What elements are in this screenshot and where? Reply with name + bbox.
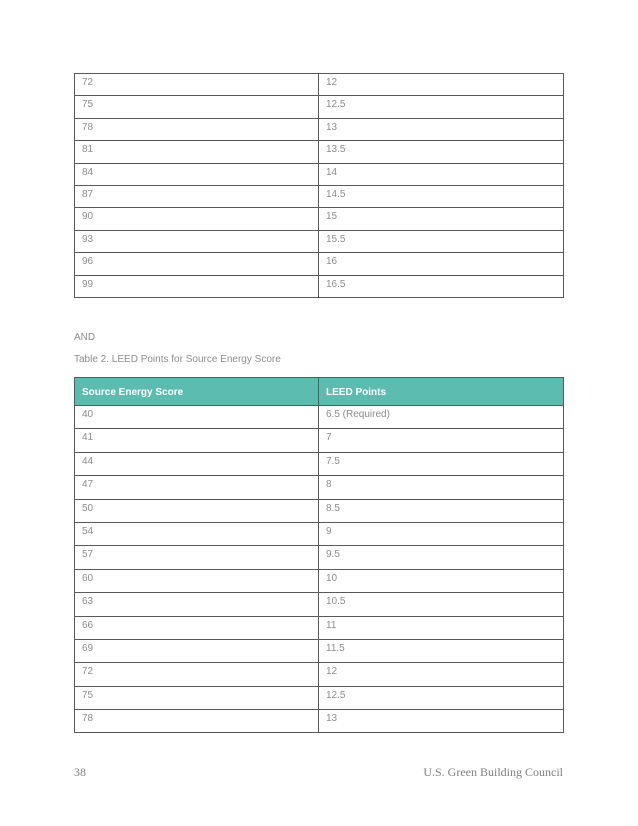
score-cell: 72 xyxy=(75,74,319,96)
source-energy-points-table-body xyxy=(75,406,564,733)
score-cell: 57 xyxy=(75,546,319,569)
points-cell: 13 xyxy=(319,710,564,733)
table-row xyxy=(75,429,564,452)
table-row xyxy=(75,118,564,140)
score-cell: 47 xyxy=(75,476,319,499)
score-cell: 50 xyxy=(75,499,319,522)
points-cell: 14 xyxy=(319,163,564,185)
score-cell: 93 xyxy=(75,230,319,252)
points-cell: 10 xyxy=(319,569,564,592)
table-row xyxy=(75,208,564,230)
table-row xyxy=(75,253,564,275)
points-cell: 12 xyxy=(319,663,564,686)
points-cell: 13 xyxy=(319,118,564,140)
score-cell: 90 xyxy=(75,208,319,230)
score-cell: 44 xyxy=(75,452,319,475)
header-source-energy-score: Source Energy Score xyxy=(75,378,319,406)
page-number: 38 xyxy=(74,765,86,779)
points-cell: 7.5 xyxy=(319,452,564,475)
score-cell: 54 xyxy=(75,522,319,545)
source-energy-points-table xyxy=(74,377,564,733)
points-cell: 11 xyxy=(319,616,564,639)
table-row xyxy=(75,141,564,163)
score-cell: 66 xyxy=(75,616,319,639)
score-cell: 78 xyxy=(75,710,319,733)
table-row xyxy=(75,616,564,639)
table-row xyxy=(75,163,564,185)
score-cell: 84 xyxy=(75,163,319,185)
points-cell: 10.5 xyxy=(319,593,564,616)
score-cell: 96 xyxy=(75,253,319,275)
points-cell: 15.5 xyxy=(319,230,564,252)
table-row xyxy=(75,185,564,207)
table-row xyxy=(75,546,564,569)
score-cell: 87 xyxy=(75,185,319,207)
table-row xyxy=(75,452,564,475)
score-cell: 60 xyxy=(75,569,319,592)
points-cell: 12.5 xyxy=(319,686,564,709)
table-row xyxy=(75,499,564,522)
points-table-continued xyxy=(74,73,564,298)
score-cell: 41 xyxy=(75,429,319,452)
score-cell: 78 xyxy=(75,118,319,140)
score-cell: 75 xyxy=(75,686,319,709)
footer-organization: U.S. Green Building Council xyxy=(423,765,563,779)
score-cell: 69 xyxy=(75,639,319,662)
header-leed-points: LEED Points xyxy=(319,378,564,406)
table-header-row xyxy=(75,378,564,406)
points-cell: 12.5 xyxy=(319,96,564,118)
points-cell: 12 xyxy=(319,74,564,96)
table-row xyxy=(75,275,564,297)
points-cell: 11.5 xyxy=(319,639,564,662)
score-cell: 72 xyxy=(75,663,319,686)
score-cell: 81 xyxy=(75,141,319,163)
score-cell: 99 xyxy=(75,275,319,297)
table-row xyxy=(75,522,564,545)
table-row xyxy=(75,476,564,499)
points-cell: 14.5 xyxy=(319,185,564,207)
points-cell: 16 xyxy=(319,253,564,275)
points-cell: 6.5 (Required) xyxy=(319,406,564,429)
table-caption: Table 2. LEED Points for Source Energy Score xyxy=(74,354,281,365)
and-text: AND xyxy=(74,332,96,343)
table-row xyxy=(75,569,564,592)
score-cell: 40 xyxy=(75,406,319,429)
points-cell: 16.5 xyxy=(319,275,564,297)
table-row xyxy=(75,406,564,429)
table-header xyxy=(75,378,564,406)
table-row xyxy=(75,230,564,252)
points-cell: 13.5 xyxy=(319,141,564,163)
table-row xyxy=(75,74,564,96)
table-row xyxy=(75,686,564,709)
score-cell: 75 xyxy=(75,96,319,118)
table-row xyxy=(75,663,564,686)
table-row xyxy=(75,710,564,733)
points-cell: 8.5 xyxy=(319,499,564,522)
score-cell: 63 xyxy=(75,593,319,616)
points-cell: 15 xyxy=(319,208,564,230)
points-cell: 7 xyxy=(319,429,564,452)
table-row xyxy=(75,639,564,662)
points-cell: 9 xyxy=(319,522,564,545)
points-cell: 8 xyxy=(319,476,564,499)
points-cell: 9.5 xyxy=(319,546,564,569)
points-table-continued-body xyxy=(75,74,564,298)
table-row xyxy=(75,593,564,616)
table-row xyxy=(75,96,564,118)
